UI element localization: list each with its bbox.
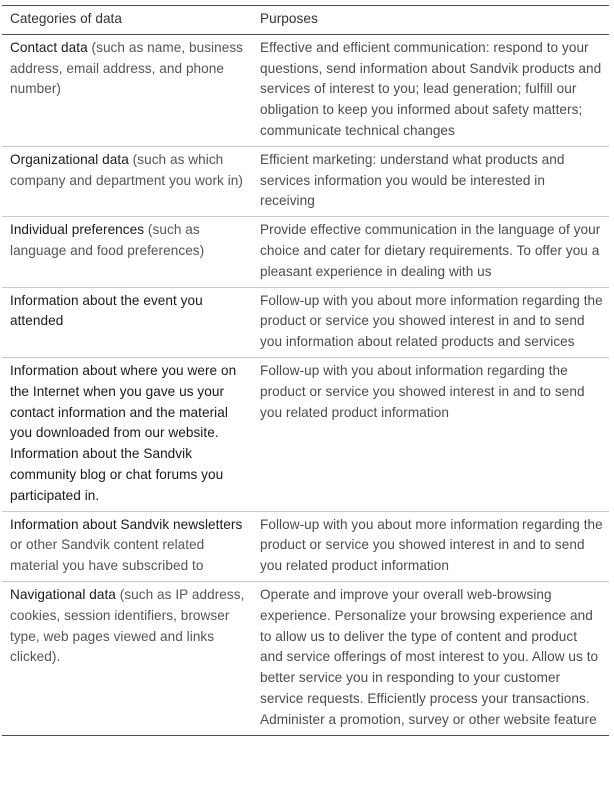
category-detail: (such as language and food preferences) [10, 222, 205, 258]
category-cell [2, 287, 252, 357]
table-row [2, 217, 609, 287]
category-name: Organizational data [10, 151, 129, 167]
table-row [2, 511, 609, 581]
category-cell [2, 146, 252, 216]
purpose-cell: Efficient marketing: understand what products and services information you would be interested in receiving [260, 151, 565, 209]
category-name: Contact data [10, 39, 88, 55]
table-body [2, 34, 609, 735]
table-row [2, 581, 609, 735]
purpose-cell: Operate and improve your overall web-browsing experience. Personalize your browsing experience and to allow us to deliver the type of content and product and service offerings of most interest to you. Allow us to better service you in responding to your customer service requests. Efficiently process your transactions. Administer a promotion, survey or other website feature [260, 586, 599, 727]
category-name: Information about Sandvik newsletters [10, 516, 243, 532]
category-name: Information about where you were on the Internet when you gave us your contact information and the material you downloaded from our website. Information about the Sandvik community blog or chat forums you participated in. [10, 362, 237, 503]
purpose-cell: Follow-up with you about information regarding the product or service you showed interest in and to send you related product information [260, 362, 585, 420]
category-detail: or other Sandvik content related material you have subscribed to [10, 537, 205, 574]
table-row [2, 287, 609, 357]
category-detail: (such as which company and department you work in) [10, 151, 243, 188]
purpose-cell: Provide effective communication in the language of your choice and cater for dietary requirements. To offer you a pleasant experience in dealing with us [260, 222, 601, 279]
category-cell [2, 34, 252, 146]
category-name: Information about the event you attended [10, 292, 203, 329]
purpose-cell: Follow-up with you about more information regarding the product or service you showed interest in and to send you information about related products and services [260, 292, 603, 350]
category-cell [2, 357, 252, 511]
category-detail: (such as name, business address, email address, and phone number) [10, 39, 244, 97]
category-cell [2, 581, 252, 735]
header-row [2, 6, 609, 35]
table-header [2, 6, 609, 35]
purpose-cell: Follow-up with you about more information regarding the product or service you showed interest in and to send you related product information [260, 516, 603, 574]
category-name: Individual preferences [10, 222, 145, 238]
table-row [2, 357, 609, 511]
table-row [2, 146, 609, 216]
data-categories-table [2, 5, 609, 736]
category-detail: (such as IP address, cookies, session identifiers, browser type, web pages viewed and links clicked). [10, 586, 245, 665]
header-purposes: Purposes [252, 6, 609, 35]
data-categories-table-container [2, 5, 609, 736]
header-categories: Categories of data [2, 6, 252, 35]
category-cell [2, 217, 252, 287]
category-name: Navigational data [10, 586, 116, 602]
purpose-cell: Effective and efficient communication: respond to your questions, send information about Sandvik products and services of interest to you; lead generation; fulfill our obligation to keep you informed about safety matters; communicate technical changes [260, 39, 602, 138]
table-row [2, 34, 609, 146]
category-cell [2, 511, 252, 581]
